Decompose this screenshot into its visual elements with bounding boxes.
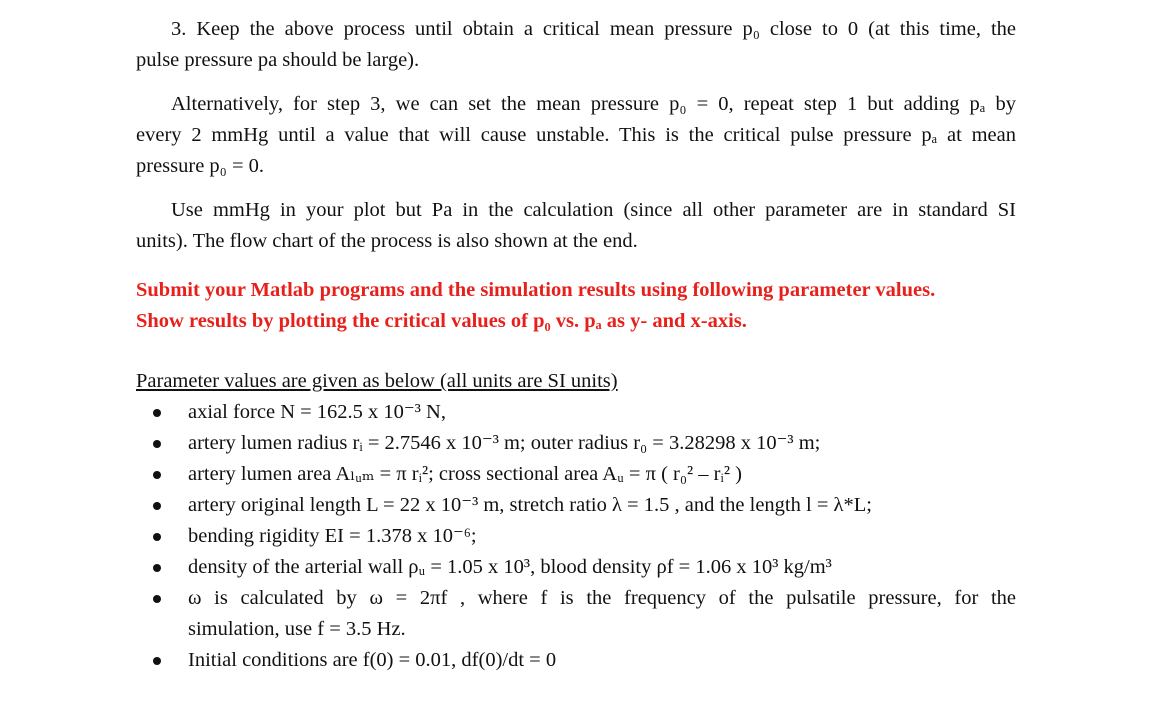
step3-line-2: pulse pressure pa should be large). xyxy=(136,49,420,71)
submit-line-2: Show results by plotting the critical values of p₀ vs. pₐ as y- and x-axis. xyxy=(136,310,747,332)
units-line-1: Use mmHg in your plot but Pa in the calculation (since all other parameter are in standard SI xyxy=(171,199,1016,221)
parameter-item-density: density of the arterial wall ρᵤ = 1.05 x 10³, blood density ρf = 1.06 x 10³ kg/m³ xyxy=(188,552,1016,583)
parameters-heading: Parameter values are given as below (all units are SI units) xyxy=(136,370,618,392)
step3-line-1: 3. Keep the above process until obtain a critical mean pressure p₀ close to 0 (at this time, the xyxy=(171,18,1016,40)
bullet-icon xyxy=(153,409,161,417)
parameter-item-omega: ω is calculated by ω = 2πf , where f is the frequency of the pulsatile pressure, for the simulation, use f = 3.5 Hz. xyxy=(188,583,1016,645)
parameter-list xyxy=(188,397,1016,676)
parameter-item-length: artery original length L = 22 x 10⁻³ m, stretch ratio λ = 1.5 , and the length l = λ*L; xyxy=(188,490,1016,521)
units-line-2: units). The flow chart of the process is also shown at the end. xyxy=(136,230,638,252)
alternative-line-1: Alternatively, for step 3, we can set the mean pressure p₀ = 0, repeat step 1 but adding pₐ by xyxy=(171,93,1016,115)
parameter-item-bending-rigidity: bending rigidity EI = 1.378 x 10⁻⁶; xyxy=(188,521,1016,552)
parameter-item-radius: artery lumen radius rᵢ = 2.7546 x 10⁻³ m; outer radius r₀ = 3.28298 x 10⁻³ m; xyxy=(188,428,1016,459)
parameter-item-area: artery lumen area Aₗᵤₘ = π rᵢ²; cross sectional area Aᵤ = π ( r₀² – rᵢ² ) xyxy=(188,459,1016,490)
bullet-icon xyxy=(153,440,161,448)
bullet-icon xyxy=(153,657,161,665)
bullet-icon xyxy=(153,471,161,479)
bullet-icon xyxy=(153,564,161,572)
parameter-item-axial-force: axial force N = 162.5 x 10⁻³ N, xyxy=(188,397,1016,428)
bullet-icon xyxy=(153,502,161,510)
bullet-icon xyxy=(153,595,161,603)
document-page xyxy=(136,14,1016,676)
bullet-icon xyxy=(153,533,161,541)
submit-line-1: Submit your Matlab programs and the simulation results using following parameter values. xyxy=(136,279,936,301)
alternative-line-3: pressure p₀ = 0. xyxy=(136,155,265,177)
parameter-item-initial-conditions: Initial conditions are f(0) = 0.01, df(0)/dt = 0 xyxy=(188,645,1016,676)
alternative-line-2: every 2 mmHg until a value that will cause unstable. This is the critical pulse pressure pₐ at mean xyxy=(136,124,1016,146)
